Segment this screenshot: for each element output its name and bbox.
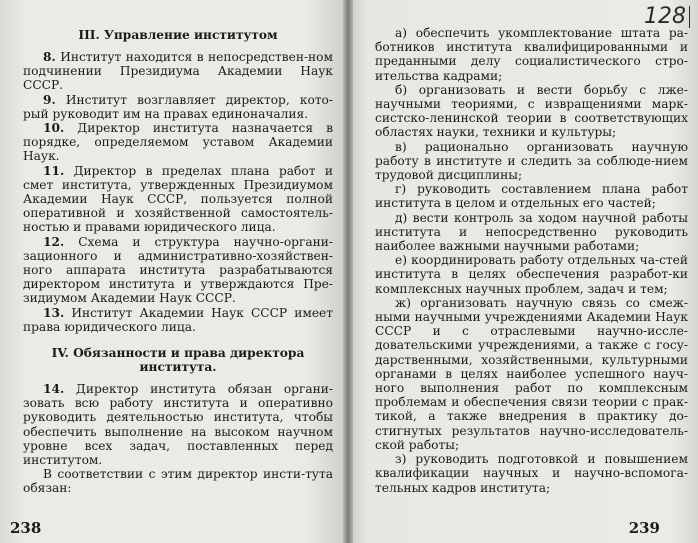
paragraph-number: 14. bbox=[43, 382, 65, 397]
list-item: а) обеспечить укомплектование штата ра-ботников института квалифицированными и преданными делу социалистического стро-ительства кадрами; bbox=[375, 26, 688, 83]
paragraph-text: Директор в пределах плана работ и смет института, утвержденных Президиумом Академии Наук СССР, пользуется полной оперативной и хозяйственной самостоятель-ностью и правами юридического лица. bbox=[23, 163, 334, 235]
section-heading-iii: III. Управление институтом bbox=[78, 28, 278, 42]
paragraph-number: 8. bbox=[43, 50, 56, 64]
paragraph bbox=[23, 164, 333, 235]
paragraph bbox=[23, 306, 333, 334]
list-item: в) рационально организовать научную работу в институте и следить за соблюде-нием трудовой дисциплины; bbox=[375, 139, 688, 183]
book-gutter bbox=[343, 0, 353, 543]
page-number-left: 238 bbox=[10, 519, 42, 537]
left-page bbox=[0, 0, 347, 543]
paragraph-text: Институт находится в непосредствен-ном подчинении Президиума Академии Наук СССР. bbox=[23, 50, 334, 93]
list-item: б) организовать и вести борьбу с лже-научными теориями, с извращениями марк-систско-ленинской теории в соответствующих областях науки, техники и культуры; bbox=[375, 82, 688, 140]
paragraph-number: 10. bbox=[43, 121, 65, 136]
list-item: д) вести контроль за ходом научной работы института и непосредственно руководить наиболее важными научными работами; bbox=[375, 210, 688, 254]
paragraph bbox=[23, 382, 333, 467]
list-item: з) руководить подготовкой и повышением квалификации научных и научно-вспомога-тельных кадров института; bbox=[375, 452, 688, 495]
paragraph bbox=[23, 93, 333, 121]
paragraph-text: Директор института назначается в порядке, определяемом уставом Академии Наук. bbox=[23, 121, 333, 164]
paragraph-text: В соответствии с этим директор инсти-тута обязан: bbox=[23, 467, 333, 496]
paragraph bbox=[23, 50, 333, 93]
paragraph-text: Институт Академии Наук СССР имеет права юридического лица. bbox=[23, 305, 334, 334]
section-iii-body bbox=[23, 50, 333, 334]
paragraph-number: 11. bbox=[43, 163, 65, 178]
paragraph bbox=[23, 235, 333, 306]
section-gap bbox=[23, 334, 333, 344]
list-item: е) координировать работу отдельных ча-стей института в целях обеспечения разработ-ки комплексных научных проблем, задач и тем; bbox=[375, 253, 688, 296]
paragraph bbox=[23, 467, 333, 495]
duties-list bbox=[375, 26, 688, 495]
handwritten-folio-number: 128 bbox=[644, 6, 690, 28]
paragraph bbox=[23, 121, 333, 164]
paragraph-number: 12. bbox=[43, 234, 65, 249]
paragraph-text: Директор института обязан органи-зовать всю работу института и оперативно руководить деятельностью института, чтобы обеспечить выполнение на высоком научном уровне всех задач, поставленных перед институтом. bbox=[23, 382, 333, 468]
section-iv-body bbox=[23, 382, 333, 496]
list-item: г) руководить составлением плана работ института в целом и отдельных его частей; bbox=[375, 182, 688, 211]
paragraph-text: Схема и структура научно-органи-зационного и административно-хозяйствен-ного аппарата института разрабатываются директором института и утверждаются Пре-зидиумом Академии Наук СССР. bbox=[23, 234, 333, 306]
paragraph-text: Институт возглавляет директор, кото-рый руководит им на правах единоначалия. bbox=[23, 92, 334, 121]
paragraph-number: 13. bbox=[43, 305, 65, 320]
page-number-right: 239 bbox=[628, 519, 660, 537]
list-item: ж) организовать научную связь со смеж-ными научными учреждениями Академии Наук СССР и с отраслевыми научно-иссле-довательскими учреждениями, а также с госу-дарственными, хозяйственными, культурными органами в целях наиболее успешного науч-ного выполнения работ по комплексным проблемам и обеспечения связи теории с прак-тикой, а также внедрения в практику до-стигнутых результатов научно-исследователь-ской работы; bbox=[375, 295, 688, 452]
section-heading-iv: IV. Обязанности и права директора института. bbox=[51, 346, 305, 375]
right-page bbox=[347, 0, 698, 543]
paragraph-number: 9. bbox=[43, 92, 56, 107]
